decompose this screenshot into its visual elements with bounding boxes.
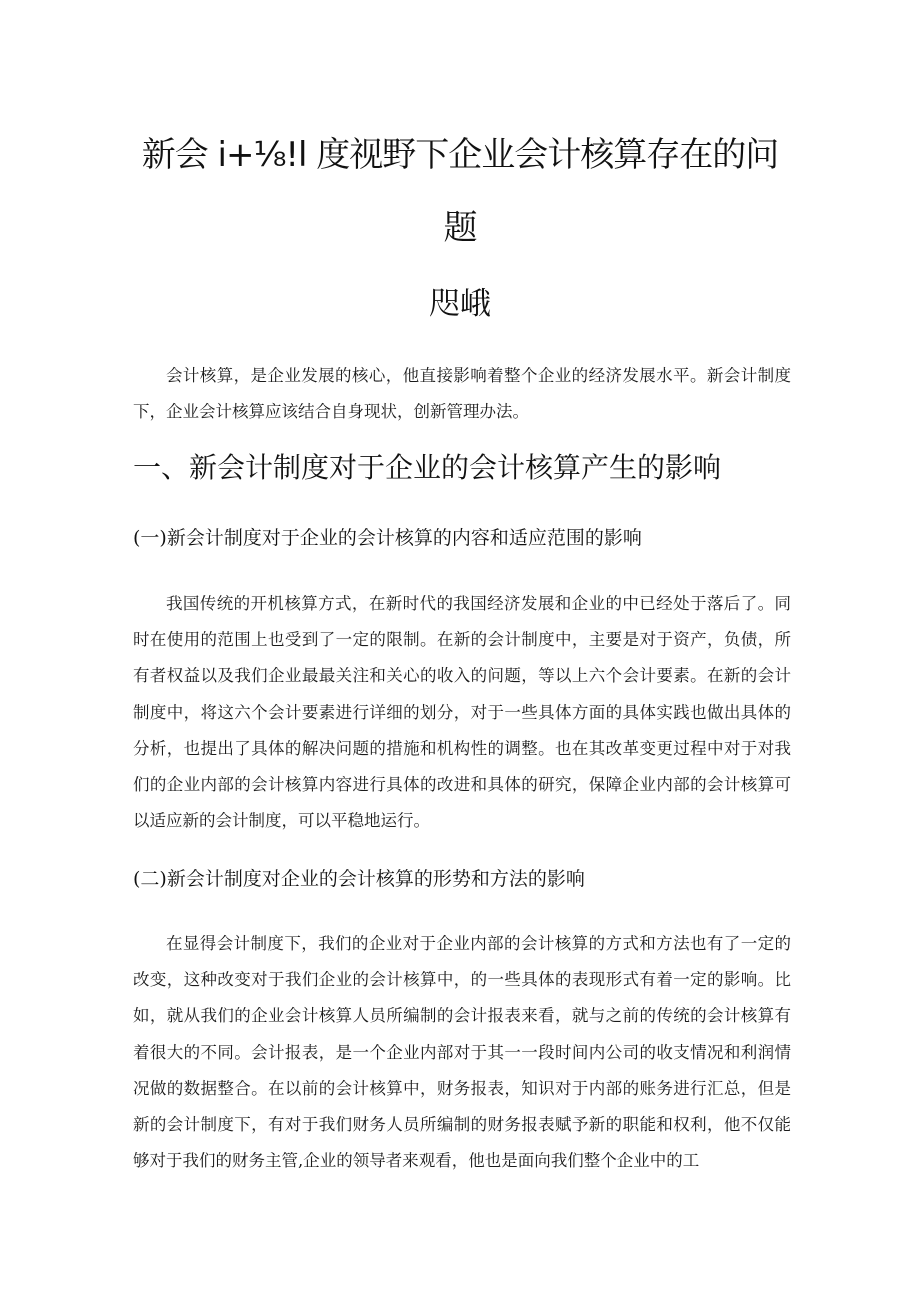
section-1-heading: 一、新会计制度对于企业的会计核算产生的影响 bbox=[133, 451, 722, 484]
subsection-1-heading: (一)新会计制度对于企业的会计核算的内容和适应范围的影响 bbox=[133, 527, 642, 549]
document-title-line-2: 题 bbox=[443, 208, 477, 248]
subsection-2-paragraph: 在显得会计制度下，我们的企业对于企业内部的会计核算的方式和方法也有了一定的改变，这种改变对于我们企业的会计核算中，的一些具体的表现形式有着一定的影响。比如，就从我们的企业会计核算人员所编制的会计报表来看，就与之前的传统的会计核算有着很大的不同。会计报表，是一个企业内部对于其一一段时间内公司的收支情况和利润情况做的数据整合。在以前的会计核算中，财务报表，知识对于内部的账务进行汇总，但是新的会计制度下，有对于我们财务人员所编制的财务报表赋予新的职能和权利，他不仅能够对于我们的财务主管,企业的领导者来观看，他也是面向我们整个企业中的工 bbox=[133, 934, 791, 1171]
intro-paragraph: 会计核算，是企业发展的核心，他直接影响着整个企业的经济发展水平。新会计制度下，企业会计核算应该结合自身现状，创新管理办法。 bbox=[133, 366, 791, 422]
subsection-1-paragraph: 我国传统的开机核算方式，在新时代的我国经济发展和企业的中已经处于落后了。同时在使用的范围上也受到了一定的限制。在新的会计制度中，主要是对于资产，负债，所有者权益以及我们企业最最关注和关心的收入的问题，等以上六个会计要素。在新的会计制度中，将这六个会计要素进行详细的划分，对于一些具体方面的具体实践也做出具体的分析，也提出了具体的解决问题的措施和机构性的调整。也在其改革变更过程中对于对我们的企业内部的会计核算内容进行具体的改进和具体的研究，保障企业内部的会计核算可以适应新的会计制度，可以平稳地运行。 bbox=[133, 594, 791, 831]
subsection-2-heading: (二)新会计制度对企业的会计核算的形势和方法的影响 bbox=[133, 868, 585, 890]
document-title-line-1: 新会 i+⅛!l 度视野下企业会计核算存在的问 bbox=[141, 135, 779, 175]
author-name: 咫峨 bbox=[429, 286, 491, 322]
